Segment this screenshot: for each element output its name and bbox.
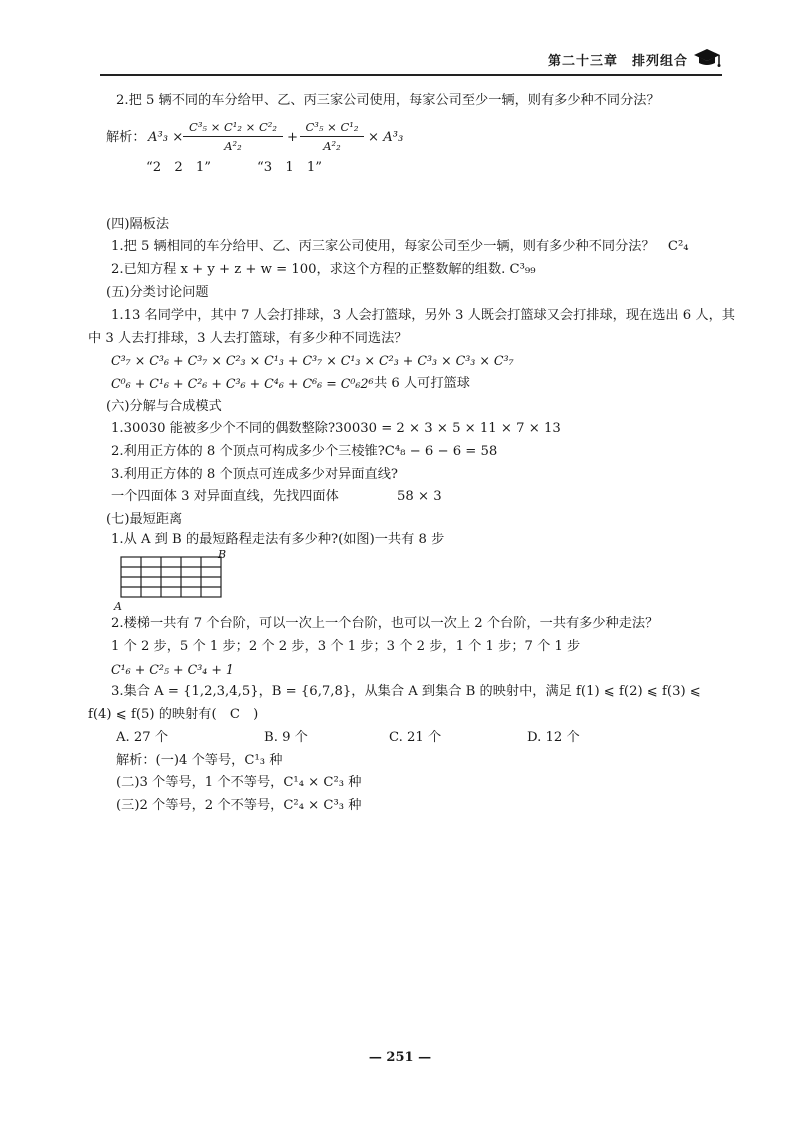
section-7-item-2: 2.楼梯一共有 7 个台阶，可以一次上一个台阶，也可以一次上 2 个台阶，一共有多少种走法？	[111, 616, 659, 631]
section-7-item-1: 1.从 A 到 B 的最短路程走法有多少种?(如图)一共有 8 步	[111, 532, 445, 547]
option-a: A. 27 个	[116, 730, 169, 745]
q2-a33: A³₃ ×	[148, 130, 184, 145]
case-3-1-1: “3 1 1”	[257, 160, 323, 175]
graduation-cap-icon	[692, 46, 722, 68]
section-7-item-3-line-2: f(4) ⩽ f(5) 的映射有( C )	[88, 707, 259, 722]
section-7-item-3-line-1: 3.集合 A = {1,2,3,4,5}，B = {6,7,8}，从集合 A 到集合 B 的映射中，满足 f(1) ⩽ f(2) ⩽ f(3) ⩽	[111, 684, 701, 699]
solution-case-2: (二)3 个等号，1 个不等号，C¹₄ × C²₃ 种	[116, 775, 362, 790]
problem-2-text: 2.把 5 辆不同的车分给甲、乙、丙三家公司使用，每家公司至少一辆，则有多少种不同分法？	[116, 93, 660, 108]
section-5-item-1-line-1: 1.13 名同学中，其中 7 人会打排球，3 人会打篮球，另外 3 人既会打篮球又会打排球，现在选出 6 人，其	[111, 308, 735, 323]
section-7-item-2-formula: C¹₆ + C²₅ + C³₄ + 1	[111, 662, 234, 677]
section-7-item-2-cases: 1 个 2 步，5 个 1 步；2 个 2 步，3 个 1 步；3 个 2 步，1 个 1 步；7 个 1 步	[111, 639, 581, 654]
section-5-formula-1: C³₇ × C³₆ + C³₇ × C²₃ × C¹₃ + C³₇ × C¹₃ × C²₃ + C³₃ × C³₃ × C³₇	[111, 353, 514, 368]
section-6-item-3: 3.利用正方体的 8 个顶点可连成多少对异面直线?	[111, 467, 398, 482]
fraction-2	[300, 120, 364, 153]
case-2-2-1: “2 2 1”	[146, 160, 212, 175]
section-6-item-3-note: 一个四面体 3 对异面直线，先找四面体	[111, 489, 339, 504]
q2-prefix	[148, 129, 183, 147]
path-grid-figure	[114, 548, 227, 613]
option-c: C. 21 个	[389, 730, 442, 745]
option-b: B. 9 个	[264, 730, 308, 745]
section-5-item-1-line-2: 中 3 人去打排球，3 人去打篮球，有多少种不同选法？	[88, 331, 408, 346]
section-5-formula-2-note: 共 6 人可打篮球	[374, 376, 470, 391]
fraction-1-denominator: A²₂	[224, 139, 242, 153]
section-7-heading: (七)最短距离	[106, 512, 183, 527]
section-6-heading: (六)分解与合成模式	[106, 399, 222, 414]
grid-label-b: B	[218, 548, 227, 561]
solution-case-3: (三)2 个等号，2 个不等号，C²₄ × C³₃ 种	[116, 798, 362, 813]
page-number: — 251 —	[368, 1050, 432, 1065]
section-4-item-2: 2.已知方程 x + y + z + w = 100，求这个方程的正整数解的组数. C³₉₉	[111, 262, 536, 277]
section-6-item-2: 2.利用正方体的 8 个顶点可构成多少个三棱锥?C⁴₈ − 6 − 6 = 58	[111, 444, 498, 459]
running-header	[100, 44, 722, 76]
solution-label: 解析：	[106, 130, 146, 145]
section-6-item-1: 1.30030 能被多少个不同的偶数整除?30030 = 2 × 3 × 5 × 11 × 7 × 13	[111, 421, 561, 436]
section-6-item-3-answer: 58 × 3	[397, 489, 442, 504]
solution-case-1: 解析：(一)4 个等号，C¹₃ 种	[116, 753, 283, 768]
grid-label-a: A	[114, 600, 122, 613]
fraction-1	[183, 120, 283, 153]
option-d: D. 12 个	[527, 730, 580, 745]
section-5-heading: (五)分类讨论问题	[106, 285, 209, 300]
plus-sign: +	[287, 130, 299, 145]
section-5-formula-2: C⁰₆ + C¹₆ + C²₆ + C³₆ + C⁴₆ + C⁶₆ = C⁰₆2⁶	[111, 376, 374, 391]
fraction-1-numerator: C³₅ × C¹₂ × C²₂	[183, 120, 283, 137]
fraction-2-denominator: A²₂	[323, 139, 341, 153]
header-text	[534, 50, 688, 69]
chapter-label: 第二十三章	[547, 54, 618, 69]
section-4-item-1: 1.把 5 辆相同的车分给甲、乙、丙三家公司使用，每家公司至少一辆，则有多少种不同分法？ C²₄	[111, 239, 689, 254]
fraction-2-numerator: C³₅ × C¹₂	[300, 120, 364, 137]
chapter-title: 排列组合	[631, 54, 688, 69]
q2-tail: × A³₃	[368, 130, 404, 145]
section-4-heading: (四)隔板法	[106, 217, 170, 232]
path-grid	[115, 552, 225, 602]
